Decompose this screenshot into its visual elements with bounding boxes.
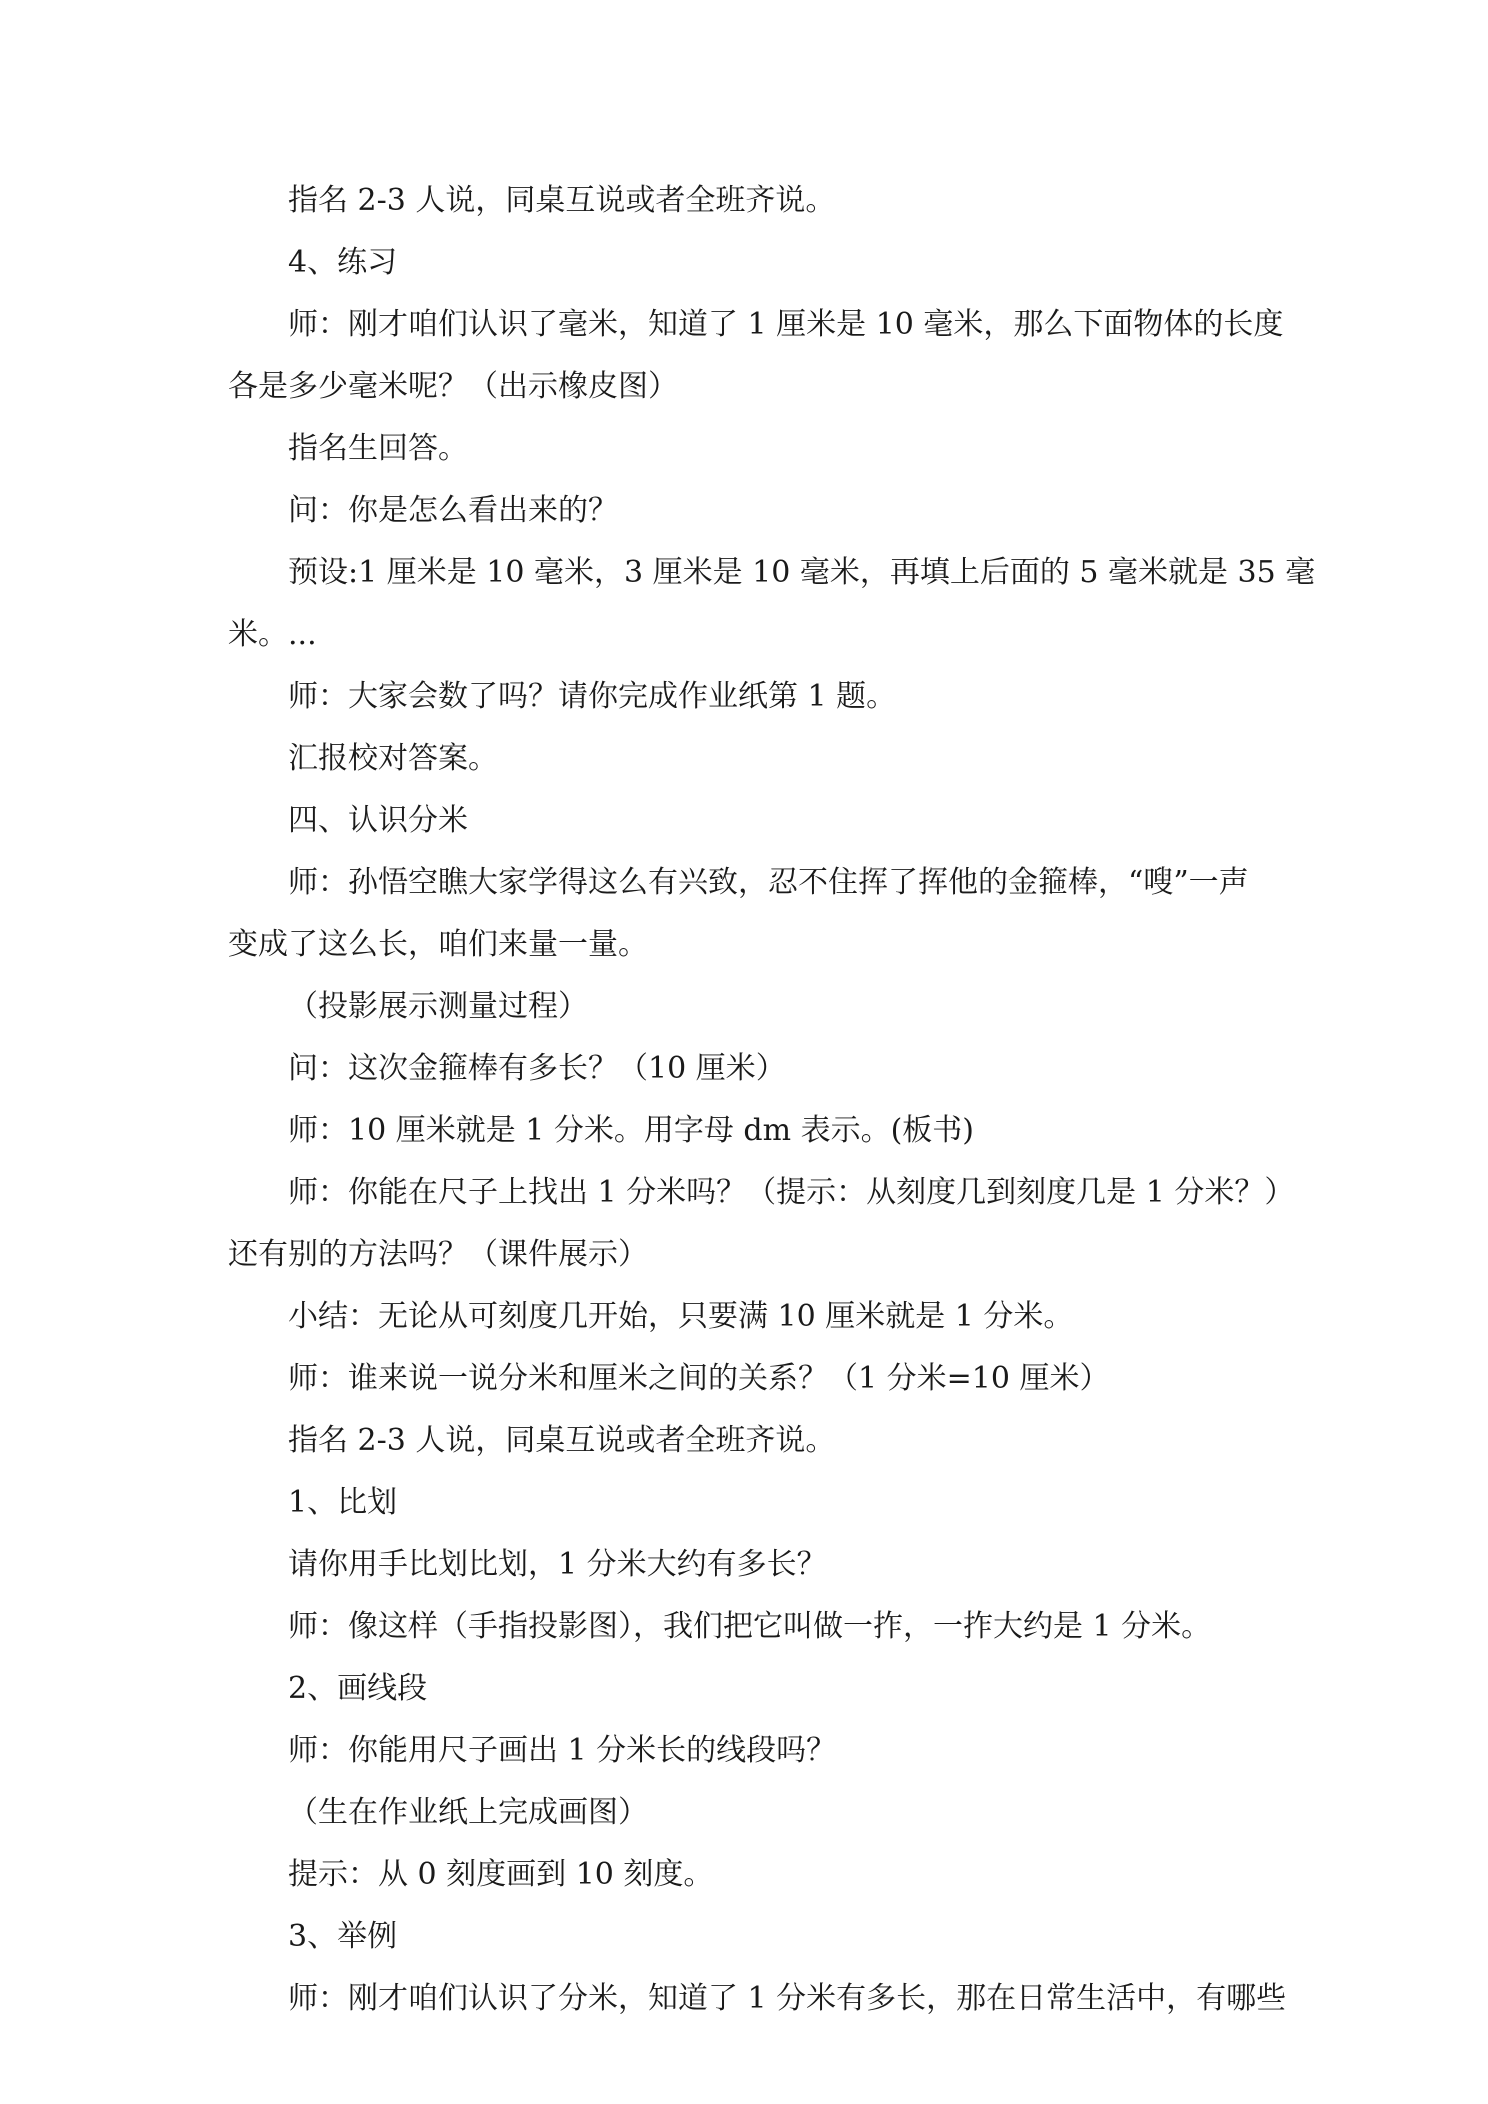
paragraph-line: 米。...: [228, 617, 317, 652]
paragraph-line: 还有别的方法吗？（课件展示）: [228, 1237, 648, 1272]
paragraph-line: 师：刚才咱们认识了毫米，知道了 1 厘米是 10 毫米，那么下面物体的长度: [288, 307, 1284, 342]
paragraph-line: 师：谁来说一说分米和厘米之间的关系？（1 分米=10 厘米）: [288, 1361, 1110, 1396]
paragraph-line: 师：你能用尺子画出 1 分米长的线段吗？: [288, 1733, 837, 1768]
paragraph-line: 4、练习: [288, 245, 398, 280]
paragraph-line: 汇报校对答案。: [288, 741, 498, 776]
paragraph-line: 各是多少毫米呢？（出示橡皮图）: [228, 369, 678, 404]
paragraph-line: 预设:1 厘米是 10 毫米，3 厘米是 10 毫米，再填上后面的 5 毫米就是 35 毫: [288, 555, 1316, 590]
paragraph-line: 师：孙悟空瞧大家学得这么有兴致，忍不住挥了挥他的金箍棒，“嗖”一声: [288, 865, 1249, 900]
paragraph-line: 变成了这么长，咱们来量一量。: [228, 927, 648, 962]
paragraph-line: 2、画线段: [288, 1671, 428, 1706]
paragraph-line: 四、认识分米: [288, 803, 468, 838]
paragraph-line: 指名生回答。: [288, 431, 468, 466]
paragraph-line: 师：刚才咱们认识了分米，知道了 1 分米有多长，那在日常生活中，有哪些: [288, 1981, 1287, 2016]
paragraph-line: 1、比划: [288, 1485, 398, 1520]
paragraph-line: 提示：从 0 刻度画到 10 刻度。: [288, 1857, 714, 1892]
paragraph-line: 请你用手比划比划，1 分米大约有多长？: [288, 1547, 827, 1582]
paragraph-line: 师：像这样（手指投影图），我们把它叫做一拃，一拃大约是 1 分米。: [288, 1609, 1212, 1644]
paragraph-line: 师：你能在尺子上找出 1 分米吗？（提示：从刻度几到刻度几是 1 分米？）: [288, 1175, 1295, 1210]
paragraph-line: 指名 2-3 人说，同桌互说或者全班齐说。: [288, 183, 836, 218]
paragraph-line: （投影展示测量过程）: [288, 989, 588, 1024]
paragraph-line: 问：这次金箍棒有多长？（10 厘米）: [288, 1051, 786, 1086]
paragraph-line: 师：大家会数了吗？请你完成作业纸第 1 题。: [288, 679, 897, 714]
paragraph-line: 指名 2-3 人说，同桌互说或者全班齐说。: [288, 1423, 836, 1458]
paragraph-line: 3、举例: [288, 1919, 398, 1954]
paragraph-line: 小结：无论从可刻度几开始，只要满 10 厘米就是 1 分米。: [288, 1299, 1074, 1334]
paragraph-line: 师：10 厘米就是 1 分米。用字母 dm 表示。(板书): [288, 1113, 975, 1148]
paragraph-line: 问：你是怎么看出来的？: [288, 493, 618, 528]
paragraph-line: （生在作业纸上完成画图）: [288, 1795, 648, 1830]
